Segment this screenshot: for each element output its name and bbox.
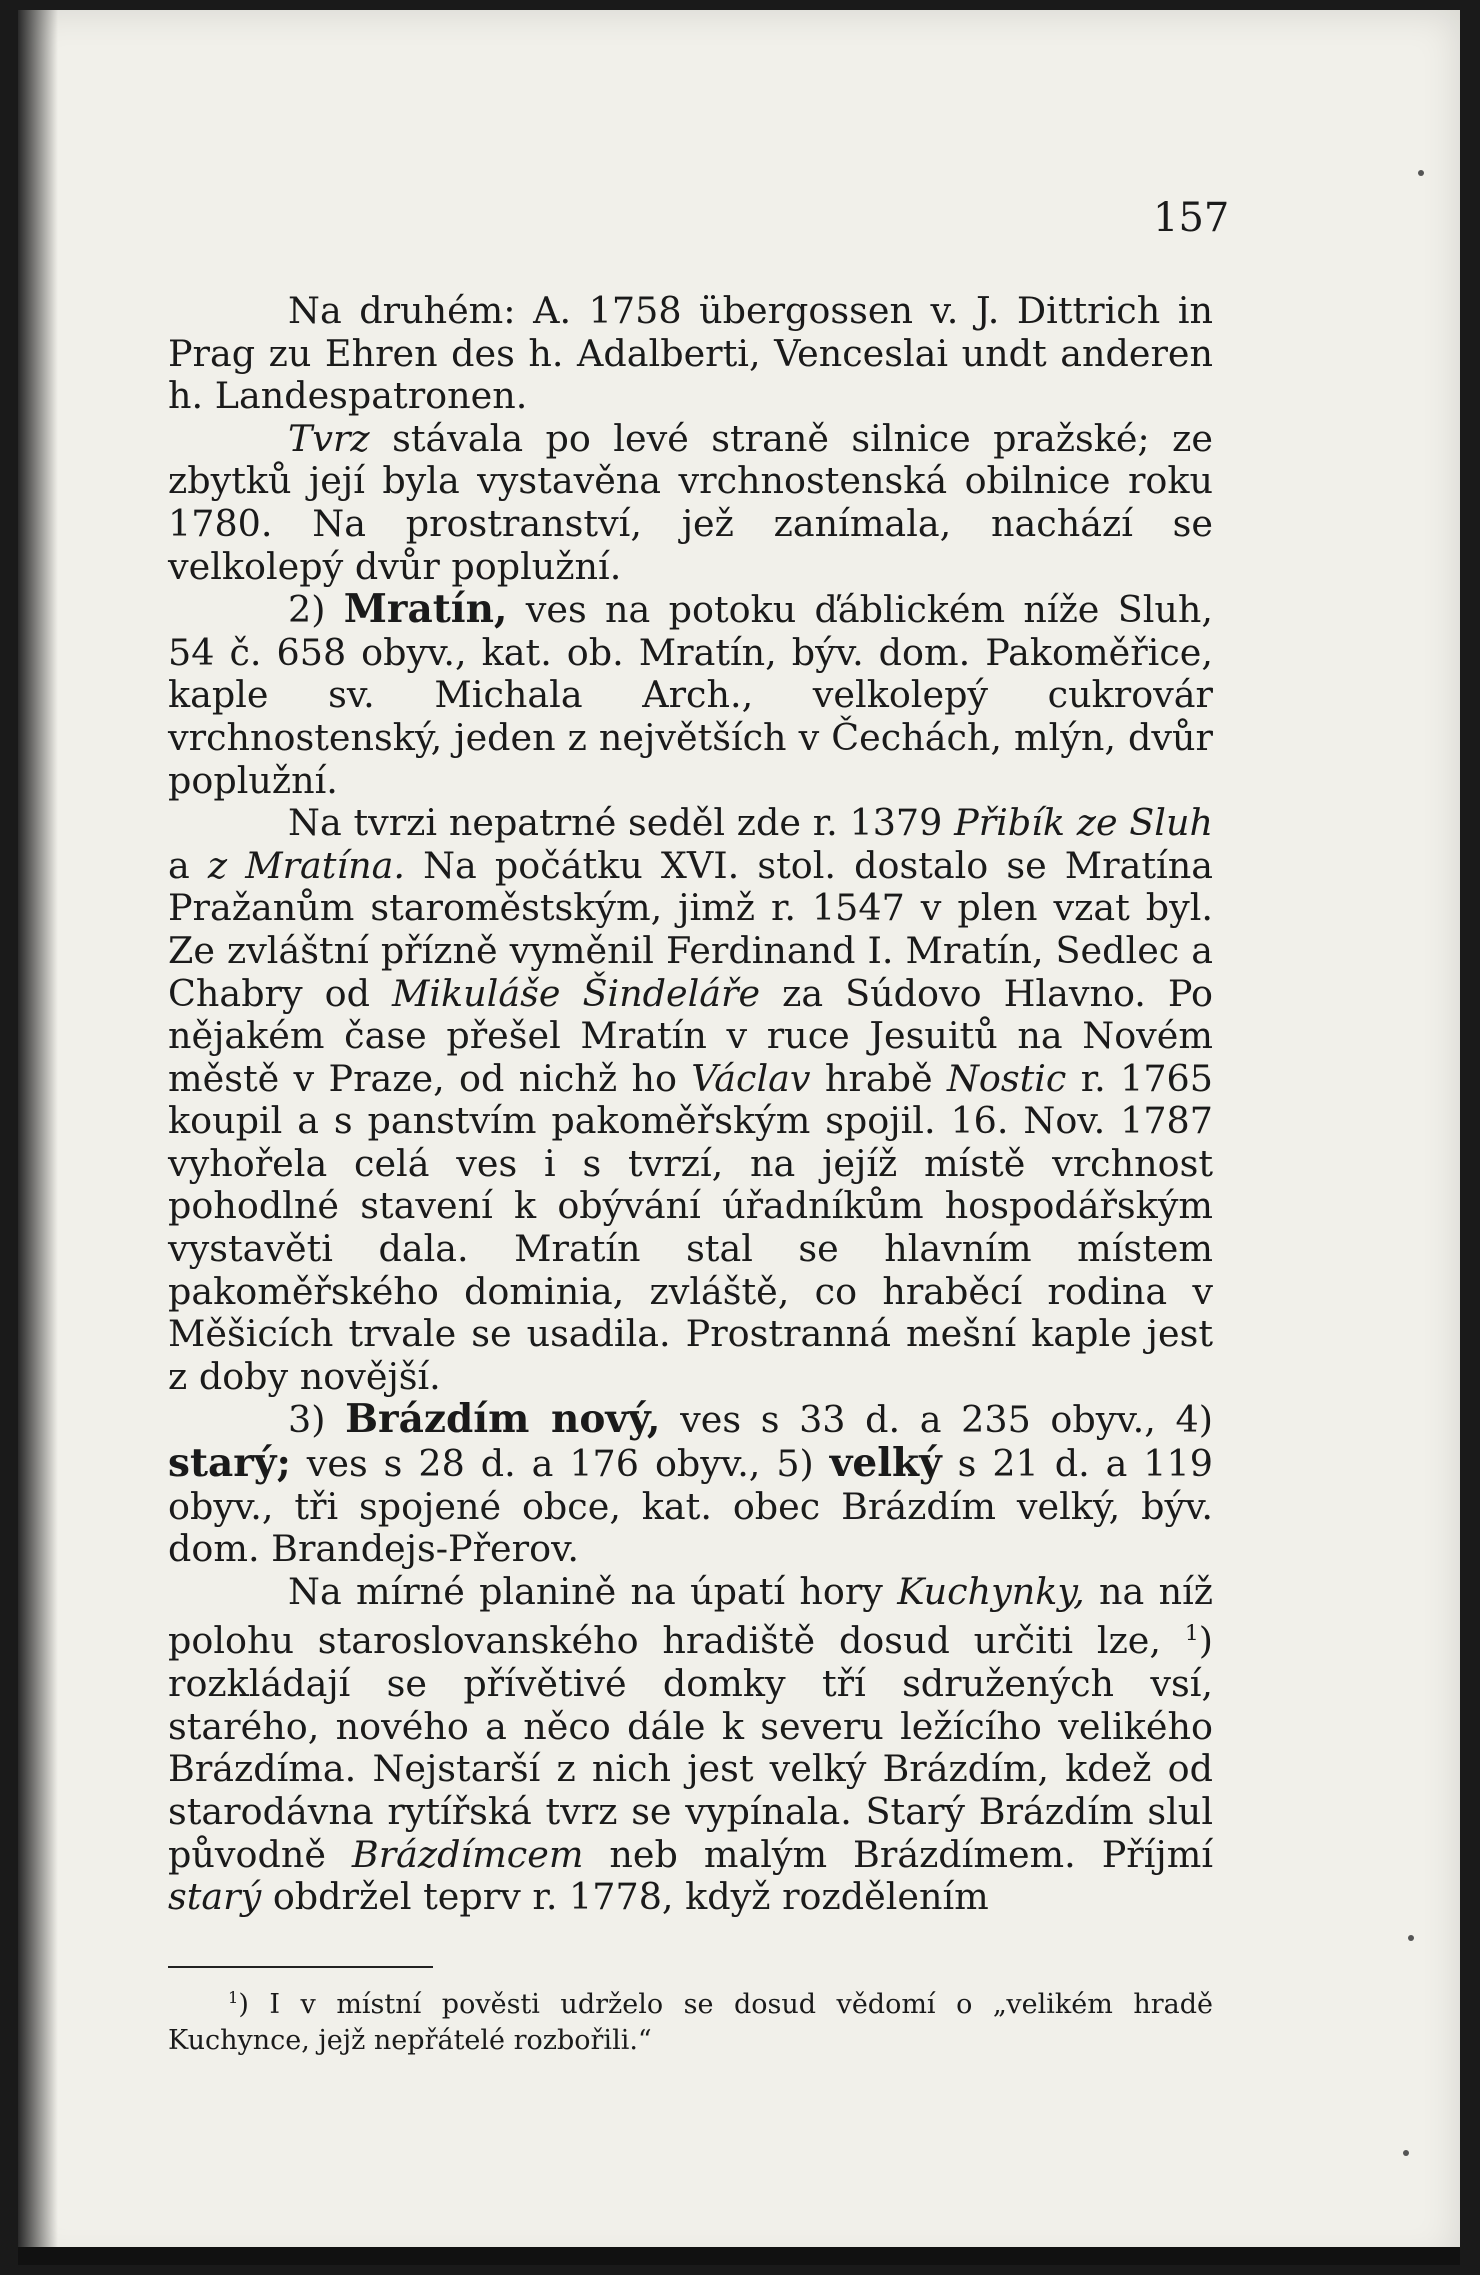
text-run: 2) [288, 588, 344, 632]
text-run: r. 1765 koupil a s panstvím pakoměřským spojil. 16. Nov. 1787 vyhořela celá ves i s tvrzí, na jejíž místě vrchnost pohodlné stavení k obývání úřadníkům hospodářským vystavěti dala. Mratín stal se hlavním místem pakoměřského dominia, zvláště, co hraběcí rodina v Měšicích trvale se usadila. Prostranná mešní kaple jest z doby novější. [168, 1056, 1213, 1398]
bold-heading: velký [829, 1440, 942, 1487]
text-run: Na tvrzi nepatrné seděl zde r. 1379 [288, 801, 955, 845]
footnote-text: ) I v místní pověsti udrželo se dosud vědomí o „velikém hradě Kuchynce, jejž nepřátelé rozbořili.“ [168, 1989, 1213, 2056]
body-text [168, 290, 1213, 1919]
paragraph [168, 588, 1213, 802]
italic-run: z Mratína. [207, 843, 406, 887]
text-run: neb malým Brázdímem. Příjmí [583, 1832, 1213, 1876]
paragraph [168, 1398, 1213, 1570]
italic-run: Přibík ze Sluh [954, 801, 1213, 845]
italic-run: Václav [691, 1056, 811, 1100]
footnote-ref[interactable]: 1 [1184, 1621, 1199, 1647]
italic-run: Brázdímcem [351, 1832, 584, 1876]
footnote-divider [168, 1966, 433, 1968]
text-run: s 21 d. a 119 obyv., tři spojené obce, kat. obec Brázdím velký, býv. dom. Brandejs-Přerov. [168, 1442, 1213, 1571]
italic-run: Kuchynky, [897, 1569, 1085, 1613]
text-run: Na mírné planině na úpatí hory [288, 1569, 898, 1613]
text-run: ves na potoku ďáblickém níže Sluh, 54 č. 658 obyv., kat. ob. Mratín, býv. dom. Pakoměřice, kaple sv. Michala Arch., velkolepý cukrovár vrchnostenský, jeden z největších v Čechách, mlýn, dvůr poplužní. [168, 588, 1213, 802]
footnote [168, 1980, 1213, 2059]
page-number: 157 [1153, 195, 1230, 241]
binding-shadow [18, 10, 58, 2265]
text-run: za Súdovo Hlavno. Po nějakém čase přešel Mratín v ruce Jesuitů na Novém městě v Praze, od nichž ho [168, 971, 1213, 1100]
text-run: ) rozkládají se přívětivé domky tří sdružených vsí, starého, nového a něco dále k severu ležícího velikého Brázdíma. Nejstarší z nich jest velký Brázdím, kdež od starodávna rytířská tvrz se vypínala. Starý Brázdím slul původně [168, 1619, 1213, 1876]
italic-run: starý [168, 1875, 262, 1919]
text-run: Na druhém: A. 1758 übergossen v. J. Dittrich in Prag zu Ehren des h. Adalberti, Venceslai undt anderen h. Landespatronen. [168, 289, 1213, 418]
scanned-page [18, 10, 1460, 2265]
bold-heading: Brázdím nový, [345, 1396, 661, 1443]
text-run: ves s 33 d. a 235 obyv., 4) [660, 1398, 1213, 1442]
text-run: Na počátku XVI. stol. dostalo se Mratína Pražanům staroměstským, jimž r. 1547 v plen vzat byl. Ze zvláštní přízně vyměnil Ferdinand I. Mratín, Sedlec a Chabry od [168, 843, 1213, 1015]
text-run: na níž polohu staroslovanského hradiště dosud určiti lze, [168, 1569, 1213, 1663]
bold-heading: Mratín, [343, 586, 508, 633]
dust-speck [1418, 170, 1424, 176]
italic-run: Tvrz [288, 416, 370, 460]
text-run: obdržel teprv r. 1778, když rozdělením [261, 1875, 989, 1919]
paragraph [168, 802, 1213, 1398]
text-run: stávala po levé straně silnice pražské; ze zbytků její byla vystavěna vrchnostenská obilnice roku 1780. Na prostranství, jež zanímala, nachází se velkolepý dvůr poplužní. [168, 416, 1213, 588]
footnote-marker: 1 [228, 1988, 239, 2007]
dust-speck [1403, 2150, 1409, 2156]
text-run: ves s 28 d. a 176 obyv., 5) [290, 1442, 830, 1486]
text-run: hrabě [810, 1056, 947, 1100]
paragraph [168, 290, 1213, 418]
paragraph [168, 418, 1213, 588]
text-run: 3) [288, 1398, 346, 1442]
italic-run: Nostic [946, 1056, 1067, 1100]
paragraph [168, 1571, 1213, 1919]
scan-border [18, 2247, 1460, 2265]
text-run: a [168, 843, 208, 887]
bold-heading: starý; [168, 1440, 291, 1487]
dust-speck [1408, 1935, 1414, 1941]
italic-run: Mikuláše Šindeláře [392, 971, 761, 1015]
